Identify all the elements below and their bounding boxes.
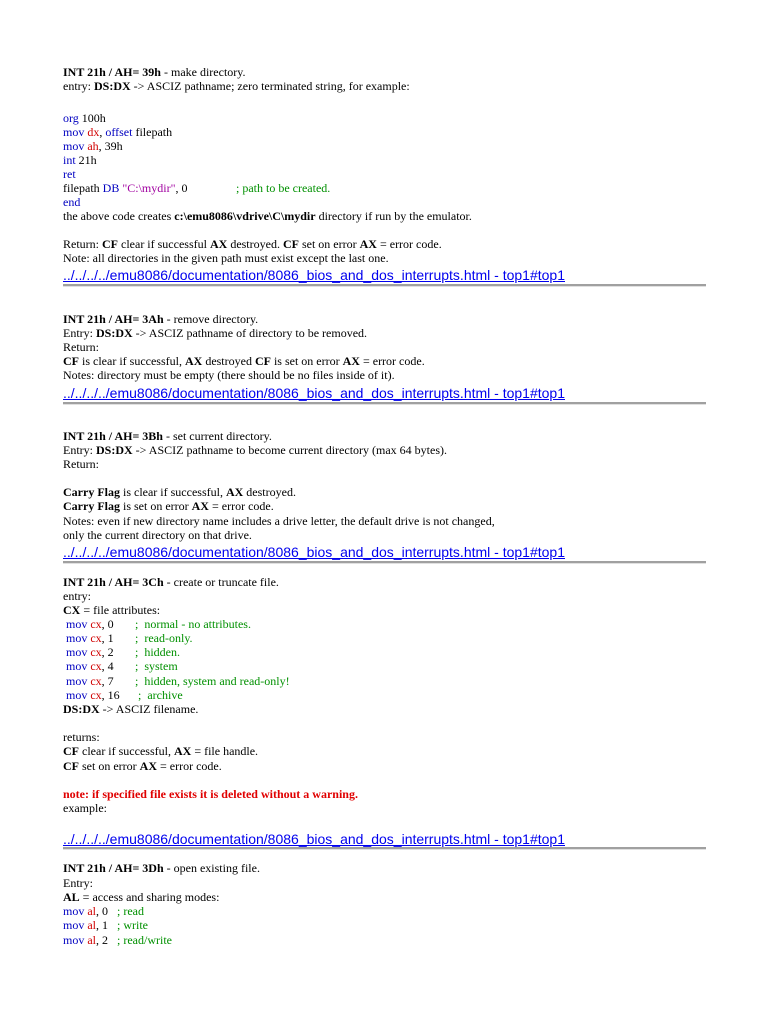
- entry-label: Entry:: [63, 326, 96, 340]
- int3a-subtitle: - remove directory.: [163, 312, 259, 326]
- int39-subtitle: - make directory.: [160, 65, 246, 79]
- code-register: cx: [87, 659, 102, 673]
- int3d-subtitle: - open existing file.: [163, 861, 260, 875]
- code-register: cx: [87, 617, 102, 631]
- register-name: AX: [342, 354, 360, 368]
- code-line-mode: [63, 904, 108, 918]
- register-name: AX: [139, 759, 157, 773]
- code-line-org: [63, 111, 106, 125]
- int3b-return-label: Return:: [63, 457, 99, 471]
- flag-name: CF: [63, 354, 79, 368]
- code-keyword: mov: [66, 674, 88, 688]
- flag-name: Carry Flag: [63, 499, 120, 513]
- register-name: CX: [63, 603, 81, 617]
- int3a-heading: [63, 312, 258, 326]
- top-link[interactable]: ../../../../emu8086/documentation/8086_bios_and_dos_interrupts.html - top1#top1: [63, 831, 565, 847]
- code-register: dx: [84, 125, 100, 139]
- code-line-mov-ah: [63, 139, 123, 153]
- text: = file handle.: [191, 744, 259, 758]
- code-text: , 1: [96, 918, 109, 932]
- code-line-ret: [63, 167, 76, 181]
- code-text: 21h: [75, 153, 97, 167]
- int3c-title: INT 21h / AH= 3Ch: [63, 575, 164, 589]
- int3b-heading: [63, 429, 272, 443]
- code-line-mov-dx: [63, 125, 172, 139]
- code-line-end: [63, 195, 80, 209]
- text: = access and sharing modes:: [79, 890, 220, 904]
- flag-name: CF: [63, 744, 79, 758]
- text: destroyed: [202, 354, 255, 368]
- code-line-int: [63, 153, 97, 167]
- int3d-title: INT 21h / AH= 3Dh: [63, 861, 164, 875]
- code-text: , 1: [101, 631, 114, 645]
- code-register: al: [84, 918, 97, 932]
- code-comment: ; read/write: [117, 933, 172, 947]
- code-keyword: mov: [66, 631, 88, 645]
- code-text: , 2: [96, 933, 109, 947]
- int39-title: INT 21h / AH= 39h: [63, 65, 161, 79]
- int39-entry: [63, 79, 410, 93]
- code-line-mode: [63, 918, 108, 932]
- register-name: AX: [225, 485, 244, 499]
- int39-description: [63, 209, 472, 223]
- code-keyword: end: [63, 195, 81, 209]
- int3b-notes2: only the current directory on that drive.: [63, 528, 252, 542]
- code-register: cx: [87, 688, 102, 702]
- register-name: DS:DX: [94, 79, 131, 93]
- code-text: ,: [99, 125, 106, 139]
- text: Return:: [63, 237, 102, 251]
- int3c-warning: note: if specified file exists it is deleted without a warning.: [63, 787, 358, 801]
- code-text: 100h: [78, 111, 106, 125]
- code-comment: ; hidden.: [135, 645, 180, 659]
- text: -> ASCIZ filename.: [99, 702, 199, 716]
- code-comment: ; system: [135, 659, 178, 673]
- code-comment: ; normal - no attributes.: [135, 617, 251, 631]
- int3b-entry: [63, 443, 447, 457]
- code-keyword: mov: [63, 918, 85, 932]
- code-register: cx: [87, 674, 102, 688]
- register-name: AL: [63, 890, 80, 904]
- code-keyword: mov: [66, 617, 88, 631]
- entry-label: Entry:: [63, 443, 96, 457]
- register-name: AX: [191, 499, 209, 513]
- int3b-cf2: [63, 499, 274, 513]
- code-register: al: [84, 904, 97, 918]
- code-keyword: org: [63, 111, 79, 125]
- flag-name: CF: [63, 759, 79, 773]
- register-name: AX: [184, 354, 203, 368]
- text: destroyed.: [243, 485, 296, 499]
- code-keyword: mov: [66, 645, 88, 659]
- int3c-r1: [63, 744, 258, 758]
- text: is set on error: [119, 499, 192, 513]
- code-string: "C:\mydir": [119, 181, 176, 195]
- text: is clear if successful,: [119, 485, 226, 499]
- int3b-title: INT 21h / AH= 3Bh: [63, 429, 163, 443]
- int3b-subtitle: - set current directory.: [162, 429, 272, 443]
- int3c-returns: returns:: [63, 730, 100, 744]
- code-text: , 2: [101, 645, 114, 659]
- code-keyword: mov: [63, 933, 85, 947]
- code-line-mode: [63, 933, 108, 947]
- int3c-example: example:: [63, 801, 107, 815]
- top-link[interactable]: ../../../../emu8086/documentation/8086_bios_and_dos_interrupts.html - top1#top1: [63, 385, 565, 401]
- int3d-heading: [63, 861, 260, 875]
- int3a-entry: [63, 326, 367, 340]
- int3a-return-label: Return:: [63, 340, 99, 354]
- code-keyword: mov: [66, 659, 88, 673]
- code-keyword: mov: [63, 125, 85, 139]
- code-text: , 4: [101, 659, 114, 673]
- code-comment: ; path to be created.: [236, 181, 331, 195]
- code-comment: ; read: [117, 904, 144, 918]
- text: set on error: [79, 759, 140, 773]
- code-line-attr: [66, 674, 114, 688]
- int3c-dsdx: [63, 702, 198, 716]
- int3a-cf-line: [63, 354, 425, 368]
- int3c-heading: [63, 575, 279, 589]
- code-register: ah: [84, 139, 99, 153]
- code-text: , 0: [101, 617, 114, 631]
- register-name: AX: [209, 237, 228, 251]
- code-comment: ; hidden, system and read-only!: [135, 674, 290, 688]
- int3d-entry: Entry:: [63, 876, 93, 890]
- int3c-cx: [63, 603, 160, 617]
- top-link[interactable]: ../../../../emu8086/documentation/8086_bios_and_dos_interrupts.html - top1#top1: [63, 267, 565, 283]
- code-register: cx: [87, 631, 102, 645]
- code-comment: ; archive: [138, 688, 183, 702]
- code-line-attr: [66, 659, 114, 673]
- code-keyword: mov: [66, 688, 88, 702]
- int3b-notes1: Notes: even if new directory name includes a drive letter, the default drive is not changed,: [63, 514, 495, 528]
- text: clear if successful: [118, 237, 210, 251]
- code-line-attr: [66, 617, 114, 631]
- register-name: DS:DX: [63, 702, 100, 716]
- code-text: , 7: [101, 674, 114, 688]
- text: = error code.: [359, 354, 425, 368]
- int3a-notes: Notes: directory must be empty (there should be no files inside of it).: [63, 368, 395, 382]
- register-name: DS:DX: [96, 326, 133, 340]
- int3c-subtitle: - create or truncate file.: [163, 575, 279, 589]
- divider: [63, 847, 706, 850]
- register-name: DS:DX: [96, 443, 133, 457]
- text: destroyed.: [227, 237, 283, 251]
- text: = error code.: [376, 237, 442, 251]
- divider: [63, 284, 706, 287]
- flag-name: CF: [254, 354, 271, 368]
- code-register: al: [84, 933, 97, 947]
- top-link[interactable]: ../../../../emu8086/documentation/8086_bios_and_dos_interrupts.html - top1#top1: [63, 544, 565, 560]
- code-line-attr: [66, 631, 114, 645]
- code-keyword: offset: [105, 125, 133, 139]
- register-name: AX: [173, 744, 192, 758]
- code-keyword: ret: [63, 167, 76, 181]
- code-text: , 0: [96, 904, 109, 918]
- divider: [63, 402, 706, 405]
- text: set on error: [298, 237, 360, 251]
- int39-note: Note: all directories in the given path must exist except the last one.: [63, 251, 389, 265]
- text: = error code.: [208, 499, 274, 513]
- code-comment: ; write: [117, 918, 148, 932]
- code-text: filepath: [132, 125, 173, 139]
- int39-return: [63, 237, 442, 251]
- flag-name: CF: [102, 237, 118, 251]
- entry-text: -> ASCIZ pathname of directory to be removed.: [132, 326, 368, 340]
- int3b-cf1: [63, 485, 296, 499]
- code-line-attr: [66, 688, 120, 702]
- code-text: , 16: [101, 688, 120, 702]
- int3a-title: INT 21h / AH= 3Ah: [63, 312, 164, 326]
- int3c-entry: entry:: [63, 589, 91, 603]
- code-keyword: int: [63, 153, 76, 167]
- code-line-filepath: [63, 181, 187, 195]
- code-text: , 0: [175, 181, 188, 195]
- int3c-r2: [63, 759, 222, 773]
- code-register: cx: [87, 645, 102, 659]
- code-line-attr: [66, 645, 114, 659]
- code-text: , 39h: [98, 139, 123, 153]
- entry-label: entry:: [63, 79, 94, 93]
- int39-heading: [63, 65, 246, 79]
- flag-name: CF: [282, 237, 299, 251]
- text: clear if successful,: [79, 744, 174, 758]
- register-name: AX: [359, 237, 377, 251]
- code-keyword: mov: [63, 904, 85, 918]
- text: is clear if successful,: [79, 354, 185, 368]
- text: the above code creates: [63, 209, 175, 223]
- text: = file attributes:: [80, 603, 161, 617]
- entry-text: -> ASCIZ pathname; zero terminated string, for example:: [130, 79, 410, 93]
- int3d-al: [63, 890, 219, 904]
- entry-text: -> ASCIZ pathname to become current directory (max 64 bytes).: [132, 443, 448, 457]
- flag-name: Carry Flag: [63, 485, 120, 499]
- text: is set on error: [270, 354, 343, 368]
- code-comment: ; read-only.: [135, 631, 193, 645]
- text: directory if run by the emulator.: [315, 209, 472, 223]
- code-keyword: mov: [63, 139, 85, 153]
- code-text: filepath: [63, 181, 103, 195]
- divider: [63, 561, 706, 564]
- path-text: c:\emu8086\vdrive\C\mydir: [174, 209, 316, 223]
- code-keyword: DB: [102, 181, 120, 195]
- text: = error code.: [157, 759, 222, 773]
